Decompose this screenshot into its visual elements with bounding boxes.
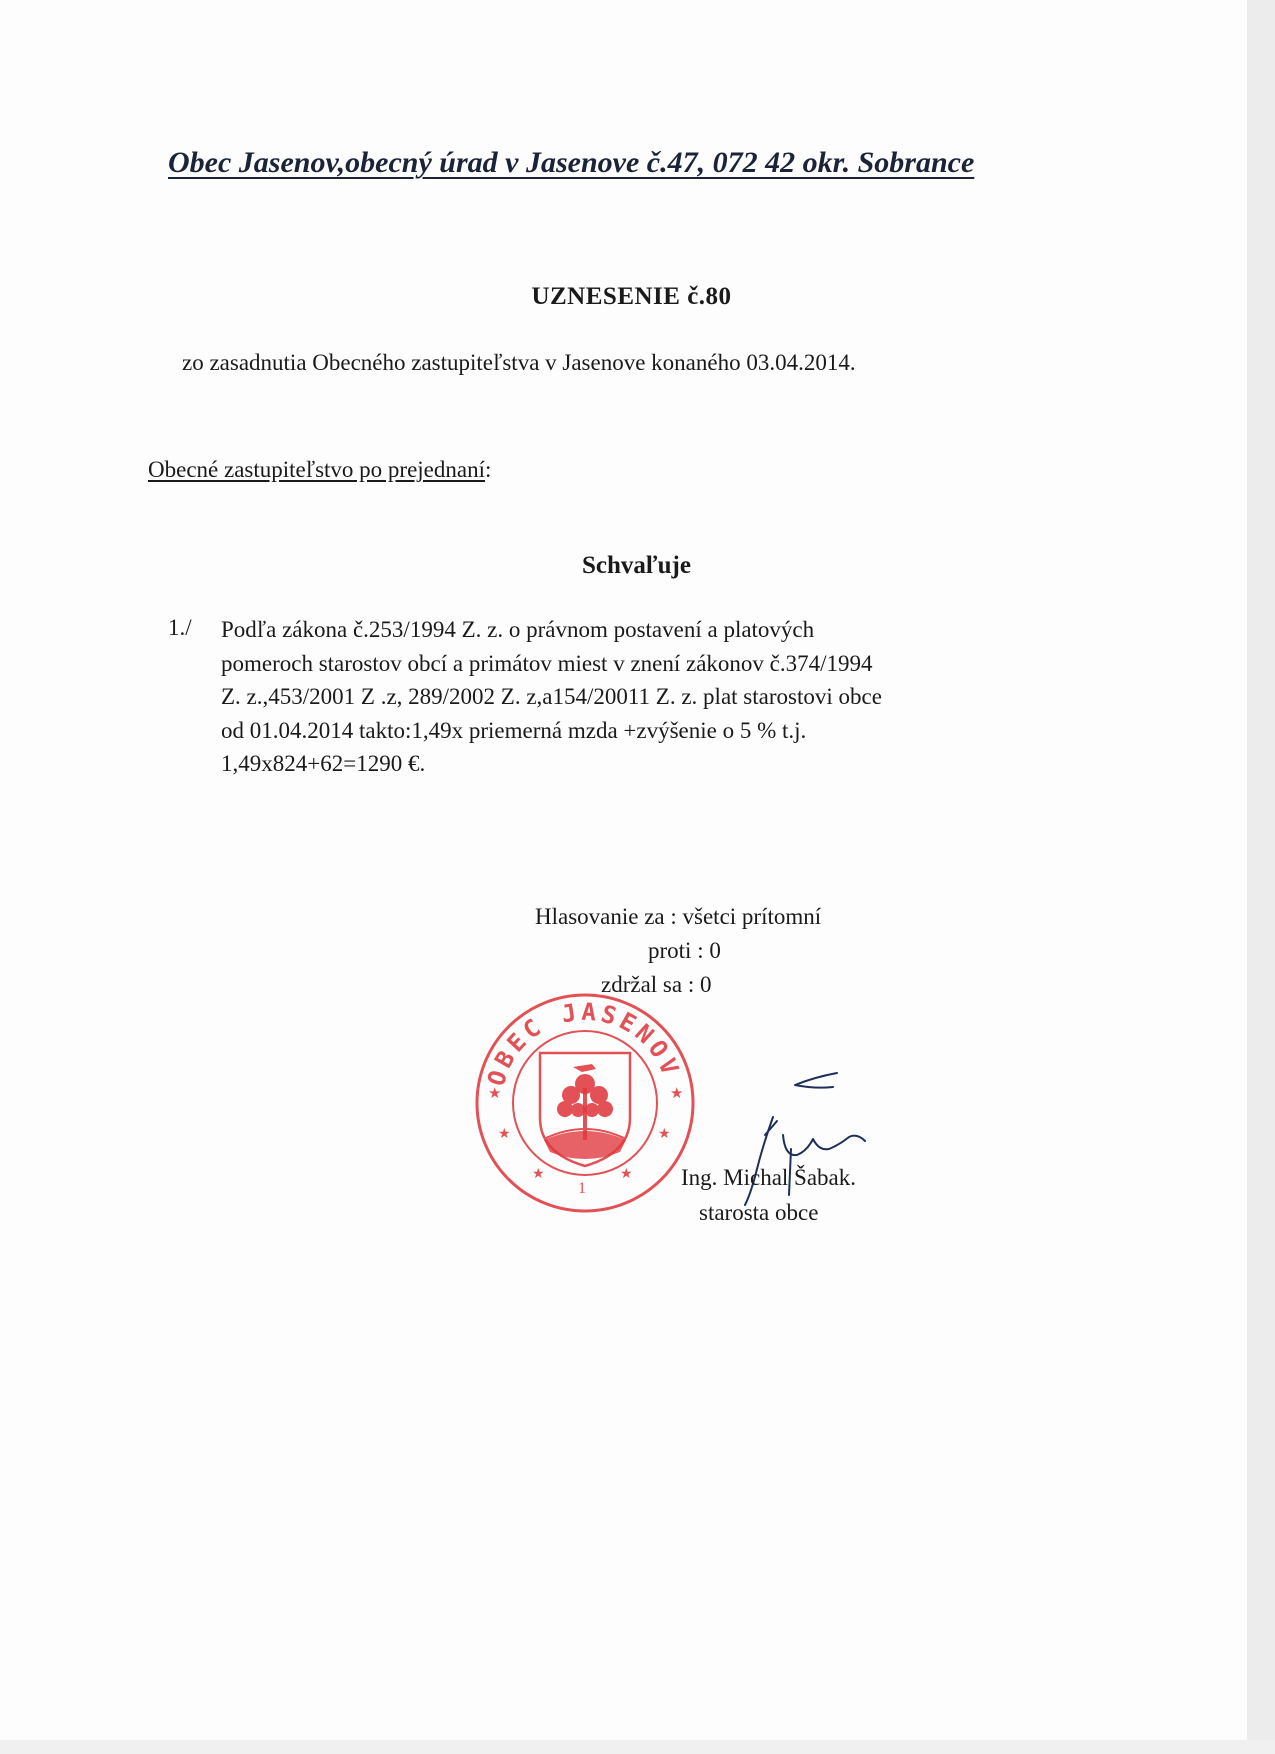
item-line: 1,49x824+62=1290 €. xyxy=(221,751,426,776)
stamp-star-icon: ★ xyxy=(532,1167,545,1182)
municipality-header: Obec Jasenov,obecný úrad v Jasenove č.47, 072 42 okr. Sobrance xyxy=(168,146,975,179)
vote-abstain: zdržal sa : 0 xyxy=(601,972,712,997)
vote-for: Hlasovanie za : všetci prítomní xyxy=(535,904,822,929)
handwritten-signature xyxy=(715,1065,915,1215)
item-line: od 01.04.2014 takto:1,49x priemerná mzda +zvýšenie o 5 % t.j. xyxy=(221,717,807,743)
stamp-star-icon: ★ xyxy=(488,1086,502,1102)
stamp-number-picture: 1 xyxy=(578,1180,586,1197)
item-text xyxy=(221,613,1101,781)
municipal-stamp xyxy=(470,988,700,1218)
item-line: Podľa zákona č.253/1994 Z. z. o právnom postavení a platových xyxy=(221,617,815,642)
vote-against: proti : 0 xyxy=(648,938,721,963)
item-number: 1./ xyxy=(168,615,192,640)
signatory-role: starosta obce xyxy=(699,1200,819,1225)
after-discussion-colon: : xyxy=(484,457,492,482)
after-discussion-label: Obecné zastupiteľstvo po prejednaní xyxy=(148,457,485,482)
stamp-star-icon: ★ xyxy=(670,1086,684,1102)
scan-edge xyxy=(1247,0,1275,1754)
item-line: Z. z.,453/2001 Z .z, 289/2002 Z. z,a154/20011 Z. z. plat starostovi obce xyxy=(221,684,882,709)
stamp-lettering-picture: OBEC JASENOV xyxy=(481,997,686,1090)
resolution-title: UZNESENIE č.80 xyxy=(531,283,732,310)
stamp-star-icon: ★ xyxy=(658,1127,671,1142)
approves-heading: Schvaľuje xyxy=(582,552,691,579)
meeting-subtitle: zo zasadnutia Obecného zastupiteľstva v Jasenove konaného 03.04.2014. xyxy=(182,350,856,375)
item-line: pomeroch starostov obcí a primátov miest v znení zákonov č.374/1994 xyxy=(221,650,873,676)
signatory-name: Ing. Michal Šabak. xyxy=(681,1165,857,1190)
after-discussion-line xyxy=(148,457,491,483)
stamp-star-icon: ★ xyxy=(498,1127,511,1142)
scan-bottom-edge xyxy=(0,1740,1275,1754)
stamp-star-icon: ★ xyxy=(620,1167,633,1182)
